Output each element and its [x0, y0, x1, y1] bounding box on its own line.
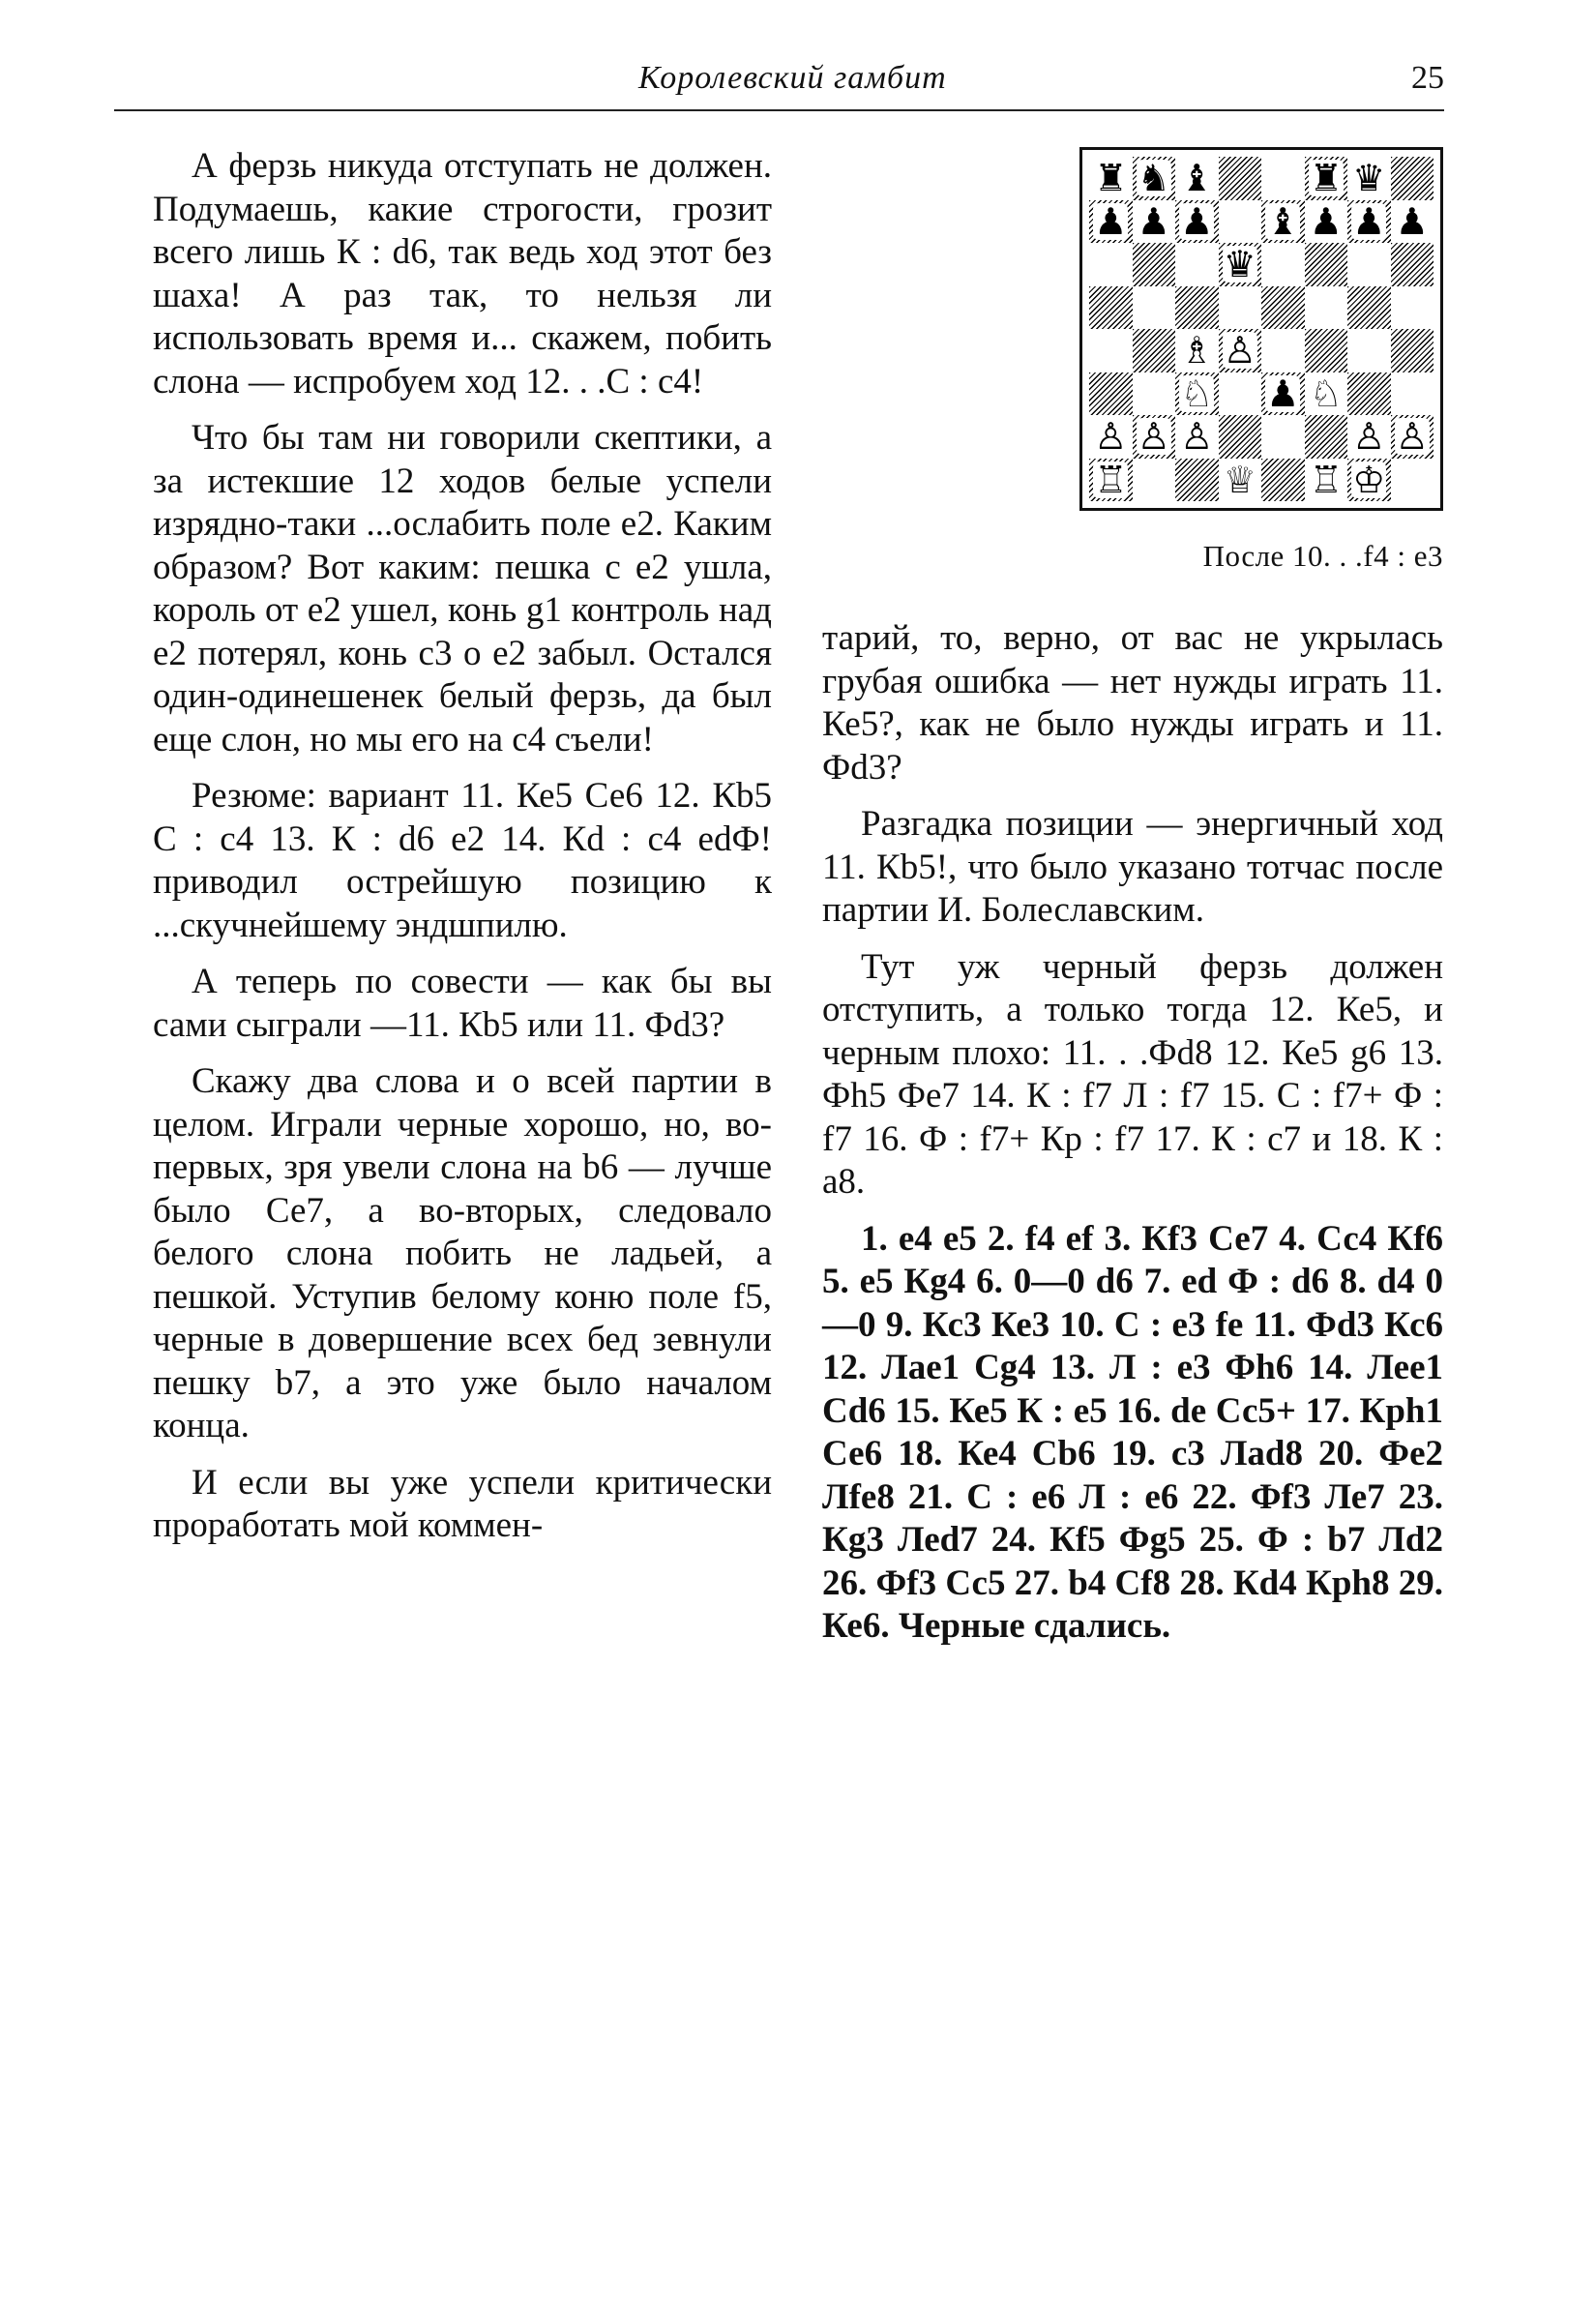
chess-piece-icon: ♙	[1137, 415, 1170, 459]
square-g1	[1347, 459, 1391, 502]
square-f3	[1305, 372, 1348, 416]
square-b8	[1133, 157, 1176, 200]
square-d7	[1219, 200, 1262, 244]
square-h5	[1391, 286, 1434, 330]
square-e8	[1261, 157, 1305, 200]
paragraph: И если вы уже успели критически проработать мой коммен-	[153, 1462, 772, 1545]
left-column	[153, 145, 772, 1562]
square-b3	[1133, 372, 1176, 416]
paragraph: Что бы там ни говорили скептики, а за истекшие 12 ходов белые успели изрядно-таки ...ослабить поле е2. Каким образом? Вот каким: пешка с е2 ушла, король от е2 ушел, конь g1 контроль над е2 потерял, конь с3 о е2 забыл. Остался один-одинешенек белый ферзь, да был еще слон, но мы его на с4 съели!	[153, 418, 772, 759]
square-h7	[1391, 200, 1434, 244]
square-g7	[1347, 200, 1391, 244]
chess-piece-icon: ♜	[1309, 157, 1343, 200]
square-a3	[1089, 372, 1133, 416]
square-b2	[1133, 415, 1176, 459]
chess-piece-icon: ♟	[1094, 199, 1128, 243]
square-c1	[1175, 459, 1219, 502]
chess-piece-icon: ♜	[1094, 157, 1128, 200]
square-h4	[1391, 329, 1434, 372]
square-c5	[1175, 286, 1219, 330]
chess-piece-icon: ♟	[1137, 199, 1170, 243]
square-d4	[1219, 329, 1262, 372]
square-f2	[1305, 415, 1348, 459]
chess-piece-icon: ♙	[1094, 415, 1128, 459]
paragraph: Тут уж черный ферзь должен отступить, а только тогда 12. Ке5, и черным плохо: 11. . .Фd8 12. Ке5 g6 13. Фh5 Фе7 14. К : f7 Л : f7 15. С : f7+ Ф : f7 16. Ф : f7+ Кр : f7 17. К : с7 и 18. К : а8.	[822, 946, 1443, 1202]
square-a4	[1089, 329, 1133, 372]
chess-piece-icon: ♞	[1137, 157, 1170, 200]
square-d8	[1219, 157, 1262, 200]
square-a7	[1089, 200, 1133, 244]
square-c2	[1175, 415, 1219, 459]
chess-piece-icon: ♗	[1180, 329, 1214, 372]
chess-piece-icon: ♖	[1309, 458, 1343, 501]
square-h6	[1391, 243, 1434, 286]
chess-piece-icon: ♟	[1309, 199, 1343, 243]
square-f7	[1305, 200, 1348, 244]
square-d6	[1219, 243, 1262, 286]
square-c3	[1175, 372, 1219, 416]
square-a8	[1089, 157, 1133, 200]
square-b7	[1133, 200, 1176, 244]
square-e3	[1261, 372, 1305, 416]
square-a6	[1089, 243, 1133, 286]
square-c7	[1175, 200, 1219, 244]
paragraph: Разгадка позиции — энергичный ход 11. Кb5!, что было указано тотчас после партии И. Болеславским.	[822, 804, 1443, 930]
square-a5	[1089, 286, 1133, 330]
square-h2	[1391, 415, 1434, 459]
page-number: 25	[1411, 60, 1444, 96]
square-d1	[1219, 459, 1262, 502]
chess-piece-icon: ♕	[1223, 458, 1256, 501]
square-g3	[1347, 372, 1391, 416]
paragraph: тарий, то, верно, от вас не укрылась грубая ошибка — нет нужды играть 11. Ке5?, как не было нужды играть и 11. Фd3?	[822, 618, 1443, 788]
square-e6	[1261, 243, 1305, 286]
chess-board	[1089, 157, 1433, 501]
chess-diagram	[1079, 147, 1443, 511]
square-c8	[1175, 157, 1219, 200]
chess-piece-icon: ♘	[1309, 372, 1343, 415]
square-d5	[1219, 286, 1262, 330]
square-g2	[1347, 415, 1391, 459]
square-e5	[1261, 286, 1305, 330]
chess-piece-icon: ♙	[1180, 415, 1214, 459]
square-d3	[1219, 372, 1262, 416]
square-b5	[1133, 286, 1176, 330]
chess-piece-icon: ♖	[1094, 458, 1128, 501]
right-column	[822, 617, 1443, 1662]
square-g6	[1347, 243, 1391, 286]
square-e4	[1261, 329, 1305, 372]
square-b4	[1133, 329, 1176, 372]
chess-piece-icon: ♛	[1223, 243, 1256, 286]
game-record: 1. e4 e5 2. f4 ef 3. Кf3 Се7 4. Сс4 Кf6 5. е5 Кg4 6. 0—0 d6 7. ed Ф : d6 8. d4 0—0 9. Кс3 Ке3 10. С : е3 fe 11. Фd3 Кс6 12. Лае1 Сg4 13. Л : е3 Фh6 14. Лее1 Сd6 15. Ке5 К : е5 16. de Сс5+ 17. Крh1 Се6 18. Ке4 Сb6 19. с3 Лаd8 20. Фе2 Лfе8 21. С : е6 Л : е6 22. Фf3 Ле7 23. Кg3 Леd7 24. Кf5 Фg5 25. Ф : b7 Лd2 26. Фf3 Сс5 27. b4 Сf8 28. Кd4 Крh8 29. Ке6. Черные сдались.	[822, 1218, 1443, 1646]
square-a2	[1089, 415, 1133, 459]
square-f6	[1305, 243, 1348, 286]
square-f1	[1305, 459, 1348, 502]
square-e2	[1261, 415, 1305, 459]
chess-piece-icon: ♙	[1395, 415, 1429, 459]
chess-piece-icon: ♔	[1352, 458, 1386, 501]
paragraph: А теперь по совести — как бы вы сами сыграли —11. Кb5 или 11. Фd3?	[153, 962, 772, 1045]
chess-piece-icon: ♙	[1352, 415, 1386, 459]
square-g8	[1347, 157, 1391, 200]
square-b6	[1133, 243, 1176, 286]
diagram-caption: После 10. . .f4 : e3	[1202, 539, 1443, 573]
square-a1	[1089, 459, 1133, 502]
chess-piece-icon: ♟	[1266, 372, 1300, 415]
square-b1	[1133, 459, 1176, 502]
square-f5	[1305, 286, 1348, 330]
square-f8	[1305, 157, 1348, 200]
square-g5	[1347, 286, 1391, 330]
page-header	[114, 60, 1444, 106]
paragraph: Резюме: вариант 11. Ке5 Се6 12. Кb5 С : с4 13. К : d6 е2 14. Кd : с4 еdФ! приводил острейшую позицию к ...скучнейшему эндшпилю.	[153, 776, 772, 945]
chess-piece-icon: ♝	[1266, 199, 1300, 243]
chess-piece-icon: ♙	[1223, 329, 1256, 372]
square-h1	[1391, 459, 1434, 502]
header-rule	[114, 109, 1444, 111]
square-c6	[1175, 243, 1219, 286]
square-e1	[1261, 459, 1305, 502]
chess-piece-icon: ♘	[1180, 372, 1214, 415]
chess-piece-icon: ♟	[1352, 199, 1386, 243]
paragraph: А ферзь никуда отступать не должен. Подумаешь, какие строгости, грозит всего лишь К : d6, так ведь ход этот без шаха! А раз так, то нельзя ли использовать время и... скажем, побить слона — испробуем ход 12. . .С : с4!	[153, 146, 772, 402]
square-f4	[1305, 329, 1348, 372]
square-h8	[1391, 157, 1434, 200]
paragraph: Скажу два слова и о всей партии в целом. Играли черные хорошо, но, во-первых, зря увели слона на b6 — лучше было Се7, а во-вторых, следовало белого слона побить не ладьей, а пешкой. Уступив белому коню поле f5, черные в довершение всех бед зевнули пешку b7, а это уже было началом конца.	[153, 1061, 772, 1445]
running-title: Королевский гамбит	[638, 60, 947, 96]
square-h3	[1391, 372, 1434, 416]
chess-piece-icon: ♝	[1180, 157, 1214, 200]
chess-piece-icon: ♟	[1180, 199, 1214, 243]
chess-piece-icon: ♟	[1395, 199, 1429, 243]
square-c4	[1175, 329, 1219, 372]
chess-piece-icon: ♛	[1352, 157, 1386, 200]
square-d2	[1219, 415, 1262, 459]
square-g4	[1347, 329, 1391, 372]
square-e7	[1261, 200, 1305, 244]
